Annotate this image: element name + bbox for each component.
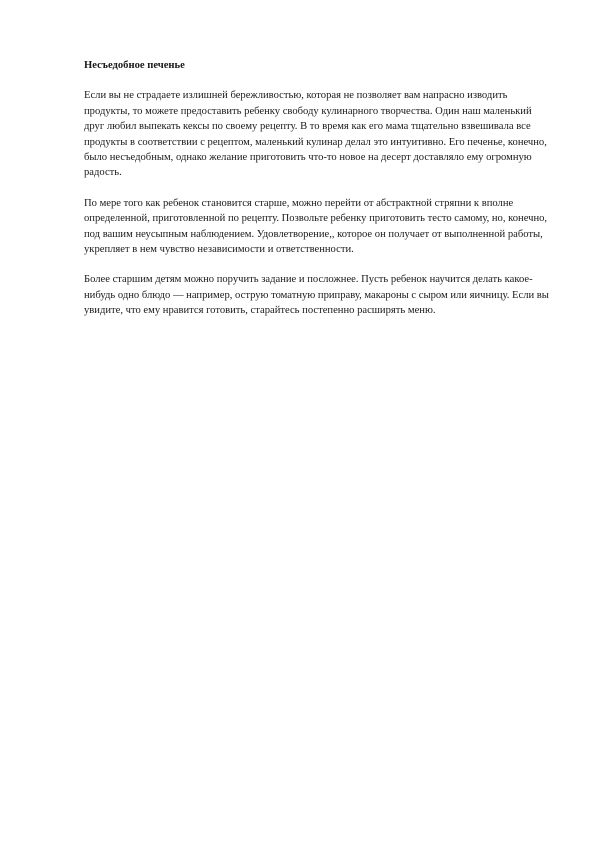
paragraph-2: По мере того как ребенок становится старше, можно перейти от абстрактной стряпни к вполне определенной, приготовленной по рецепту. Позвольте ребенку приготовить тесто самому, но, конечно, под вашим неусыпным наблюдением. Удовлетворение,, которое он получает от выполненной работы, укрепляет в нем чувство независимости и ответственности. <box>84 197 548 256</box>
document-title: Несъедобное печенье <box>84 60 185 71</box>
paragraph-3: Более старшим детям можно поручить задание и посложнее. Пусть ребенок научится делать какое-нибудь одно блюдо — например, острую томатную приправу, макароны с сыром или яичницу. Если вы увидите, что ему нравится готовить, старайтесь постепенно расширять меню. <box>84 274 549 317</box>
document-body <box>84 58 554 334</box>
paragraph-1: Если вы не страдаете излишней бережливостью, которая не позволяет вам напрасно изводить продукты, то можете предоставить ребенку свободу кулинарного творчества. Один наш маленький друг любил выпекать кексы по своему рецепту. В то время как его мама тщательно взвешивала все продукты в соответствии с рецептом, маленький кулинар делал это интуитивно. Его печенье, конечно, было несъедобным, однако желание приготовить что-то новое на десерт доставляло ему огромную радость. <box>84 90 547 179</box>
